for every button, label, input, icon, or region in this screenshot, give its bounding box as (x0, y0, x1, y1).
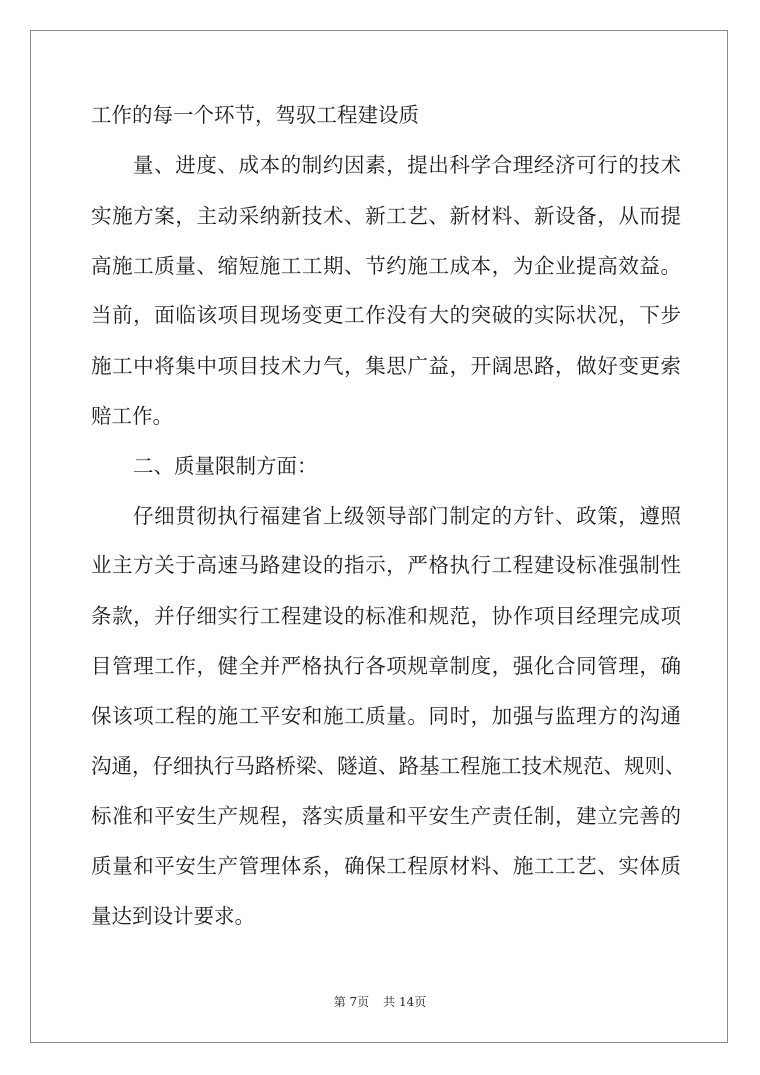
text-line: 实施方案，主动采纳新技术、新工艺、新材料、新设备，从而提 (91, 204, 681, 228)
text-line: 沟通，仔细执行马路桥梁、隧道、路基工程施工技术规范、规则、 (91, 754, 686, 778)
text-line: 目管理工作，健全并严格执行各项规章制度，强化合同管理，确 (91, 654, 681, 678)
text-line: 量达到设计要求。 (91, 904, 255, 928)
text-line: 仔细贯彻执行福建省上级领导部门制定的方针、政策，遵照 (133, 504, 681, 528)
text-line: 量、进度、成本的制约因素，提出科学合理经济可行的技术 (133, 153, 681, 177)
text-line: 业主方关于高速马路建设的指示，严格执行工程建设标准强制性 (91, 553, 681, 577)
text-line: 当前，面临该项目现场变更工作没有大的突破的实际状况，下步 (91, 303, 681, 327)
text-line: 条款，并仔细实行工程建设的标准和规范，协作项目经理完成项 (91, 604, 681, 628)
text-line: 质量和平安生产管理体系，确保工程原材料、施工工艺、实体质 (91, 854, 681, 878)
page-total: 共 14页 (383, 995, 427, 1009)
text-line: 工作的每一个环节，驾驭工程建设质 (91, 103, 419, 127)
page-frame (30, 30, 728, 1043)
text-line: 标准和平安生产规程，落实质量和平安生产责任制，建立完善的 (91, 804, 681, 828)
text-line: 保该项工程的施工平安和施工质量。同时，加强与监理方的沟通 (91, 704, 681, 728)
page-number: 第 7页 (333, 995, 370, 1009)
text-line: 赔工作。 (91, 404, 173, 428)
section-heading: 二、质量限制方面： (133, 454, 318, 478)
text-line: 高施工质量、缩短施工工期、节约施工成本，为企业提高效益。 (91, 254, 681, 278)
text-line: 施工中将集中项目技术力气，集思广益，开阔思路，做好变更索 (91, 354, 681, 378)
page-footer (0, 993, 760, 1010)
